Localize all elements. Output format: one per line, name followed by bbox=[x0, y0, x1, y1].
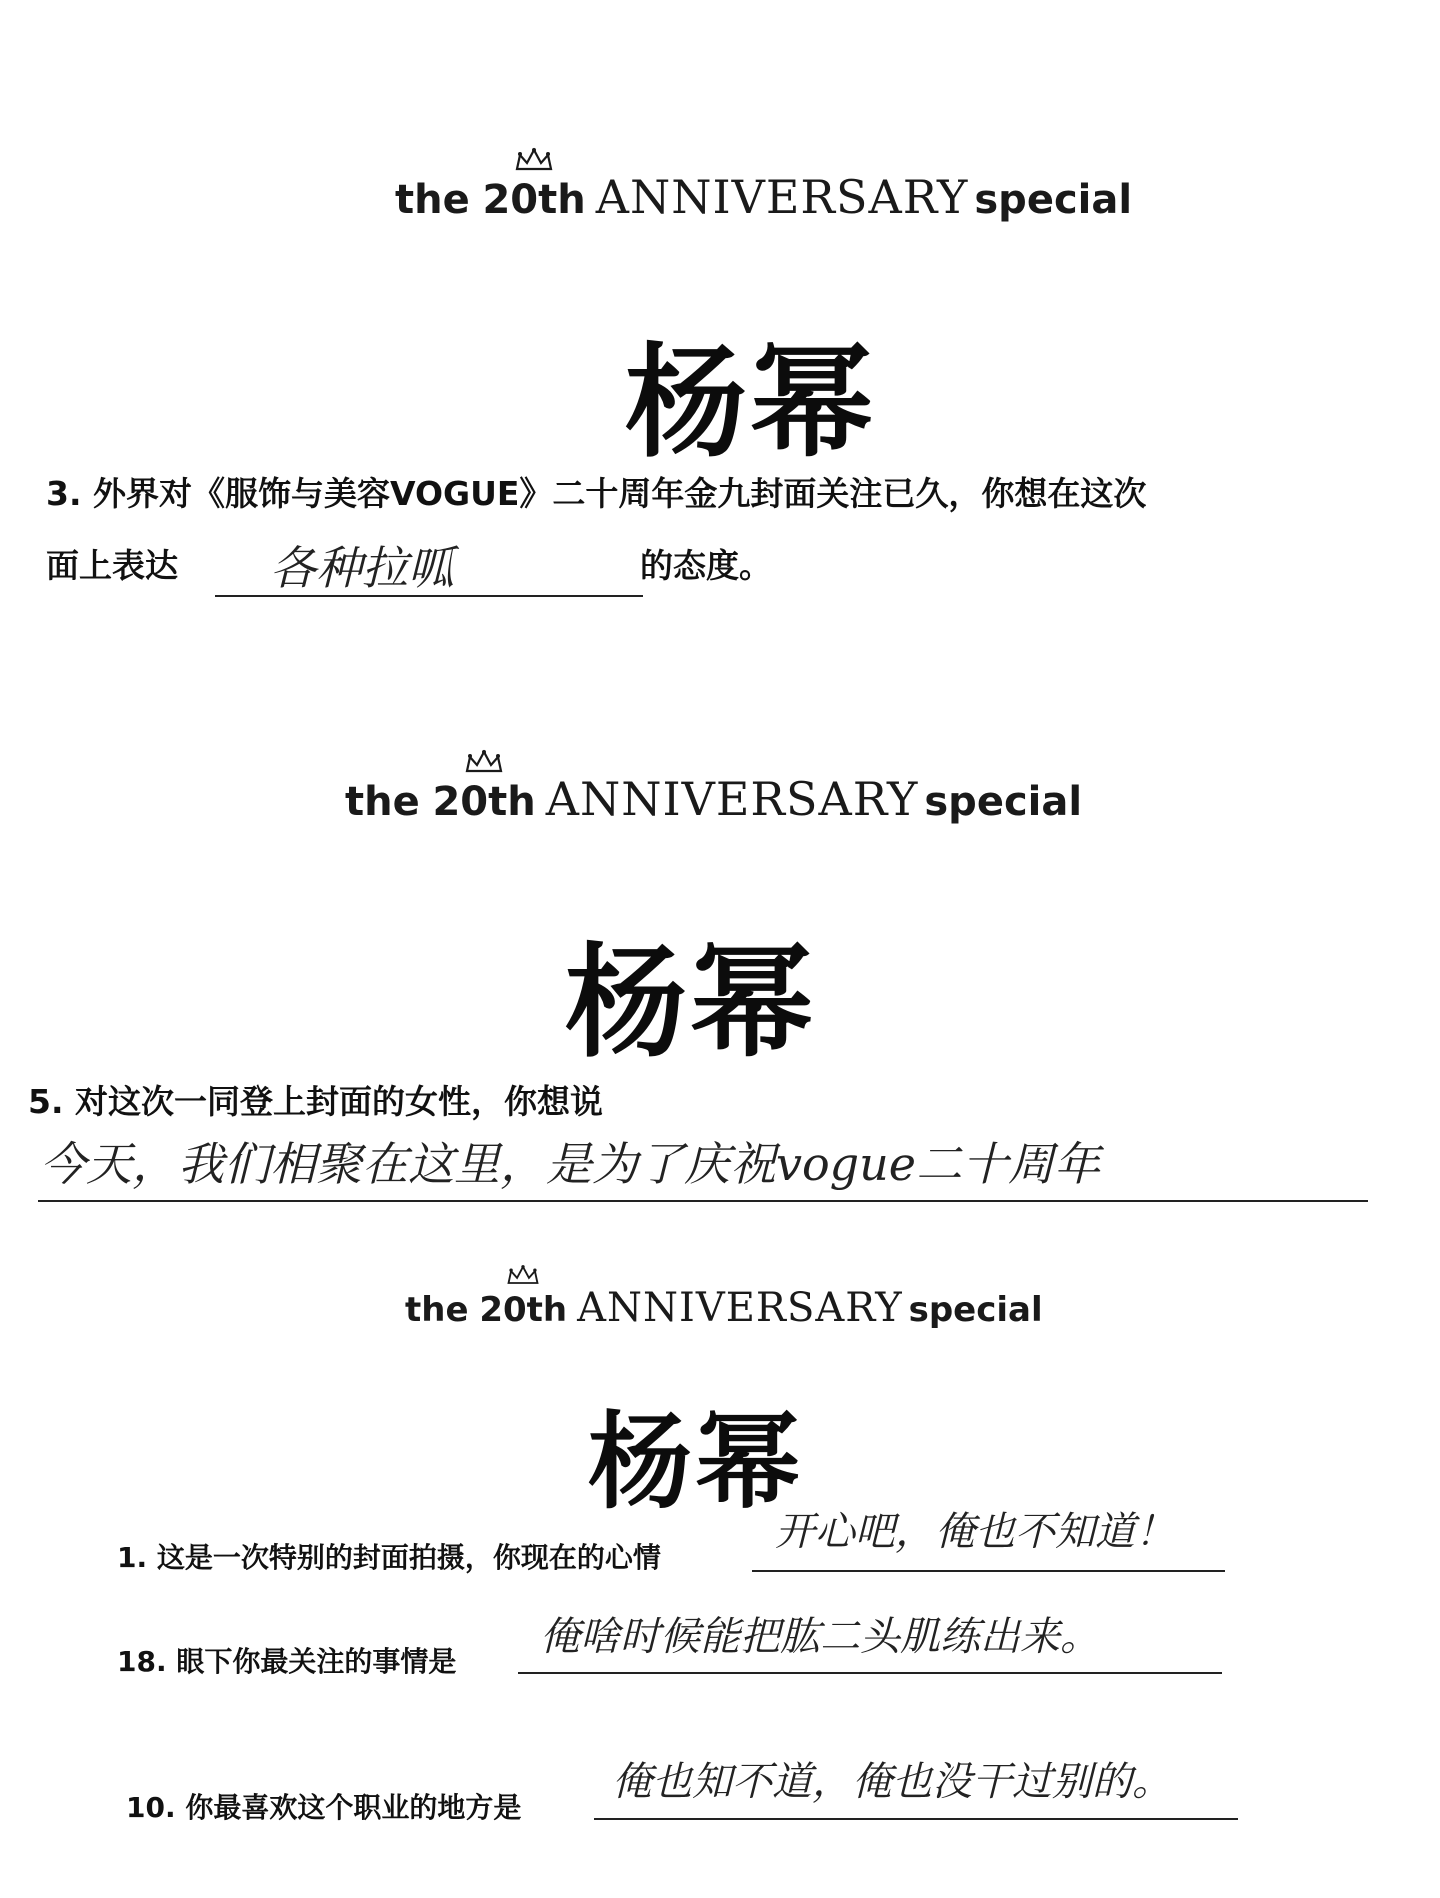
crown-icon bbox=[464, 749, 504, 773]
answer-10-underline bbox=[594, 1818, 1238, 1820]
celebrity-name: 杨幂 bbox=[625, 330, 877, 474]
banner-number: 20th bbox=[482, 177, 585, 223]
banner-prefix: the bbox=[395, 177, 470, 223]
question-3-before: 面上表达 bbox=[46, 546, 178, 585]
crown-icon bbox=[506, 1264, 540, 1285]
card-section-3 bbox=[0, 1200, 1440, 1898]
answer-18-handwriting: 俺啥时候能把肱二头肌练出来。 bbox=[540, 1614, 1100, 1660]
banner-suffix: special bbox=[908, 1290, 1043, 1330]
question-3-line1: 3. 外界对《服饰与美容VOGUE》二十周年金九封面关注已久，你想在这次 bbox=[46, 474, 1147, 513]
answer-1-handwriting: 开心吧，俺也不知道！ bbox=[775, 1509, 1175, 1555]
answer-5-handwriting: 今天，我们相聚在这里，是为了庆祝vogue二十周年 bbox=[40, 1137, 1100, 1191]
answer-10-handwriting: 俺也知不道，俺也没干过别的。 bbox=[612, 1759, 1172, 1805]
banner-prefix: the bbox=[345, 779, 420, 825]
banner-word: ANNIVERSARY bbox=[595, 170, 969, 224]
banner-number: 20th bbox=[432, 779, 535, 825]
card-section-2 bbox=[0, 620, 1440, 1200]
card-section-1 bbox=[0, 0, 1440, 620]
answer-3-underline bbox=[215, 595, 643, 597]
banner-suffix: special bbox=[974, 177, 1133, 223]
anniversary-banner bbox=[395, 170, 1132, 224]
banner-word: ANNIVERSARY bbox=[545, 772, 919, 826]
answer-18-underline bbox=[518, 1672, 1222, 1674]
anniversary-banner bbox=[405, 1285, 1043, 1331]
crown-icon bbox=[514, 147, 554, 171]
question-5: 5. 对这次一同登上封面的女性，你想说 bbox=[28, 1082, 603, 1121]
banner-prefix: the bbox=[405, 1290, 469, 1330]
banner-number: 20th bbox=[479, 1290, 567, 1330]
question-10: 10. 你最喜欢这个职业的地方是 bbox=[126, 1791, 522, 1824]
celebrity-name: 杨幂 bbox=[565, 930, 817, 1074]
question-3-after: 的态度。 bbox=[640, 546, 772, 585]
banner-suffix: special bbox=[924, 779, 1083, 825]
celebrity-name: 杨幂 bbox=[588, 1400, 805, 1523]
answer-1-underline bbox=[752, 1570, 1225, 1572]
banner-word: ANNIVERSARY bbox=[577, 1285, 903, 1331]
anniversary-banner bbox=[345, 772, 1082, 826]
answer-3-handwriting: 各种拉呱 bbox=[270, 541, 454, 595]
question-18: 18. 眼下你最关注的事情是 bbox=[117, 1645, 457, 1678]
question-1: 1. 这是一次特别的封面拍摄，你现在的心情 bbox=[117, 1541, 661, 1574]
